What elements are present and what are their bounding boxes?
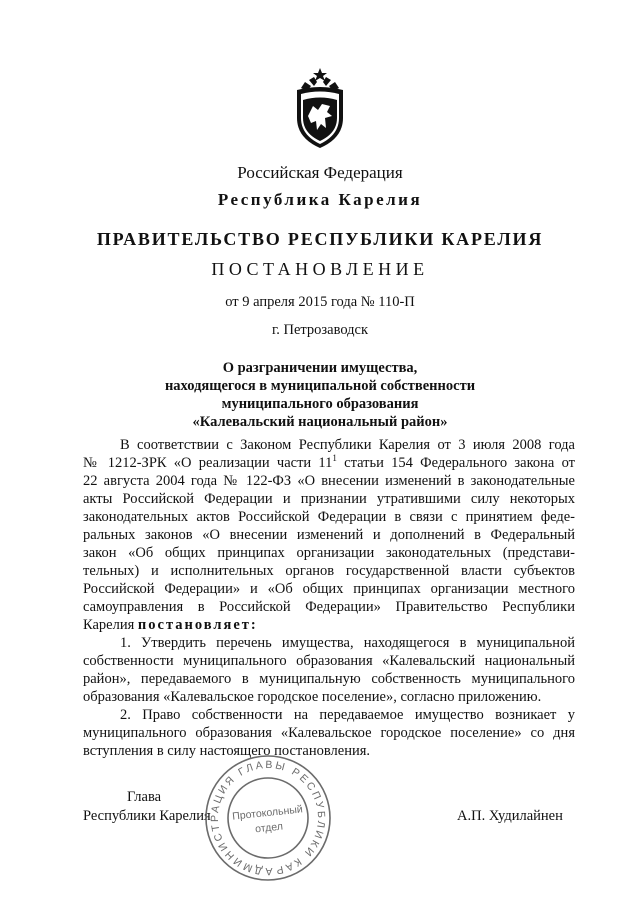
title-line: «Калевальский национальный район» bbox=[192, 414, 448, 430]
title-line: муниципального образования bbox=[221, 396, 419, 412]
body-line: 2. Право собственности на передаваемое имущество возникает у bbox=[120, 707, 575, 723]
document-city: г. Петрозаводск bbox=[271, 322, 369, 338]
body-line bbox=[83, 616, 575, 634]
country-name: Российская Федерация bbox=[237, 163, 403, 182]
signatory-name: А.П. Худилайнен bbox=[457, 808, 563, 824]
document-type: ПОСТАНОВЛЕНИЕ bbox=[211, 259, 429, 279]
body-line: вступления в силу настоящего постановления. bbox=[83, 743, 371, 759]
body-line bbox=[83, 454, 575, 472]
body-line-part: № 1212-ЗРК «О реализации части 11 bbox=[83, 455, 333, 471]
body-line: образования «Калевальское городское поселение», согласно приложению. bbox=[83, 689, 542, 705]
document-date-number: от 9 апреля 2015 года № 110-П bbox=[225, 294, 415, 310]
document-body bbox=[83, 436, 575, 760]
stamp-center-line2: отдел bbox=[254, 820, 284, 836]
superscript: 1 bbox=[332, 453, 337, 463]
body-line: тельных) и исполнительных органов государственной власти субъектов bbox=[83, 563, 575, 579]
stamp-center-line1: Протокольный bbox=[231, 803, 304, 823]
body-line: В соответствии с Законом Республики Карелия от 3 июля 2008 года bbox=[120, 437, 575, 453]
body-line: закон «Об общих принципах организации законодательных (представи- bbox=[83, 545, 575, 561]
body-line: 22 августа 2004 года № 122-ФЗ «О внесении изменений в законодательные bbox=[83, 473, 575, 489]
official-stamp bbox=[202, 752, 334, 884]
body-line-part: статьи 154 Федерального закона от bbox=[336, 455, 575, 471]
body-line: 1. Утвердить перечень имущества, находящегося в муниципальной bbox=[120, 635, 575, 651]
title-line: находящегося в муниципальной собственности bbox=[164, 378, 476, 394]
body-line-part: Карелия bbox=[83, 617, 138, 633]
body-line: самоуправления в Российской Федерации» Правительство Республики bbox=[83, 599, 575, 615]
body-line: район», передаваемого в муниципальную собственность муниципального bbox=[83, 671, 575, 687]
resolves-word: постановляет: bbox=[137, 617, 258, 633]
body-line: Российской Федерации» и «Об общих принципах организации местного bbox=[83, 581, 575, 597]
body-line: законодательных актов Российской Федерации в связи с принятием феде- bbox=[83, 509, 575, 525]
signatory-republic: Республики Карелия bbox=[83, 808, 211, 824]
title-line: О разграничении имущества, bbox=[222, 360, 418, 376]
government-heading: ПРАВИТЕЛЬСТВО РЕСПУБЛИКИ КАРЕЛИЯ bbox=[96, 229, 544, 249]
body-line: ральных законов «О внесении изменений и дополнений в Федеральный bbox=[83, 527, 575, 543]
republic-name: Республика Карелия bbox=[217, 190, 423, 209]
body-line: собственности муниципального образования «Калевальский национальный bbox=[83, 653, 575, 669]
coat-of-arms-karelia bbox=[287, 66, 353, 150]
body-line: акты Российской Федерации и признании утратившими силу некоторых bbox=[83, 491, 575, 507]
body-line: муниципального образования «Калевальское городское поселение» со дня bbox=[83, 725, 575, 741]
stamp-ring-textpath: АДМИНИСТРАЦИЯ ГЛАВЫ РЕСПУБЛИКИ КАРЕЛИЯ bbox=[208, 758, 328, 878]
signatory-title: Глава bbox=[127, 789, 162, 805]
document-title bbox=[0, 359, 640, 431]
